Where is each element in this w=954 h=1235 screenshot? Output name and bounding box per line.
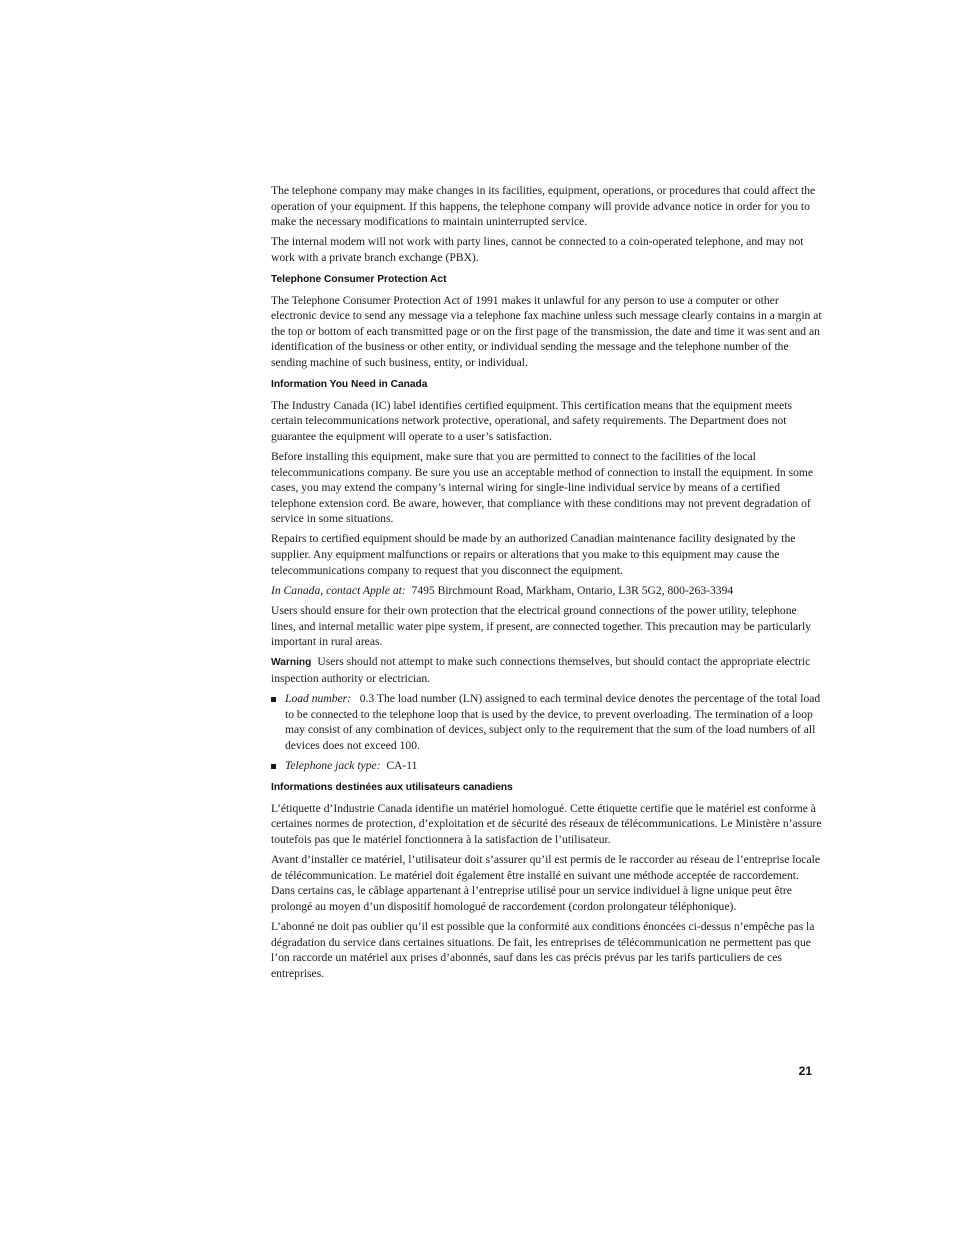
- contact-address: 7495 Birchmount Road, Markham, Ontario, L3R 5G2, 800-263-3394: [411, 583, 734, 597]
- paragraph-ic-label: The Industry Canada (IC) label identifies certified equipment. This certification means that the equipment meets certain telecommunications network protective, operational, and safety requirements. The Department does not guarantee the equipment will operate to a user’s satisfaction.: [271, 398, 793, 443]
- page-number: 21: [798, 1064, 812, 1078]
- paragraph-modem-limitations: The internal modem will not work with party lines, cannot be connected to a coin-operated telephone, and may not work with a private branch exchange (PBX).: [271, 235, 804, 264]
- jack-type-value: CA-11: [386, 759, 418, 773]
- contact-line: [271, 583, 823, 599]
- paragraph-tcpa: The Telephone Consumer Protection Act of 1991 makes it unlawful for any person to use a computer or other electronic device to send any message via a telephone fax machine unless such message clearly contains in a margin at the top or bottom of each transmitted page or on the first page of the transmission, the date and time it was sent and an identification of the business or other entity, or individual sending the message and the telephone number of the sending machine of such business, entity, or individual.: [271, 293, 822, 369]
- contact-label: In Canada, contact Apple at:: [271, 583, 406, 597]
- page-body: [271, 183, 823, 986]
- paragraph-french-degradation: L’abonné ne doit pas oublier qu’il est possible que la conformité aux conditions énoncées ci-dessus n’empêche pas la dégradation du service dans certaines situations. De fait, les entreprises de télécommunication ne permettent pas que l’on raccorde un matériel aux prises d’abonnés, sauf dans les cas précis prévus par les tarifs particuliers de ces entreprises.: [271, 920, 815, 980]
- list-item-load-number: [271, 691, 823, 753]
- spec-list: [271, 691, 823, 774]
- load-number-label: Load number:: [285, 692, 352, 706]
- square-bullet-icon: [271, 697, 276, 702]
- heading-tcpa: Telephone Consumer Protection Act: [271, 273, 447, 285]
- paragraph-french-label: L’étiquette d’Industrie Canada identifie un matériel homologué. Cette étiquette certifie que le matériel est conforme à certaines normes de protection, d’exploitation et de sécurité des réseaux de télécommunications. Le Ministère n’assure toutefois pas que le matériel fonctionnera à la satisfaction de l’utilisateur.: [271, 801, 822, 846]
- heading-canada: Information You Need in Canada: [271, 378, 428, 390]
- paragraph-facility-changes: The telephone company may make changes in its facilities, equipment, operations, or procedures that could affect the operation of your equipment. If this happens, the telephone company will provide advance notice in order for you to make the necessary modifications to maintain uninterrupted service.: [271, 184, 816, 229]
- jack-type-label: Telephone jack type:: [285, 759, 381, 773]
- warning-label: Warning: [271, 657, 312, 669]
- list-item-jack-type: [271, 758, 823, 774]
- paragraph-repairs: Repairs to certified equipment should be made by an authorized Canadian maintenance facility designated by the supplier. Any equipment malfunctions or repairs or alterations that you make to this equipment may cause the telecommunications company to request that you disconnect the equipment.: [271, 532, 796, 577]
- warning-text: Users should not attempt to make such connections themselves, but should contact the appropriate electric inspection authority or electrician.: [271, 655, 811, 685]
- paragraph-french-installation: Avant d’installer ce matériel, l’utilisateur doit s’assurer qu’il est permis de le raccorder au réseau de l’entreprise locale de télécommunication. Le matériel doit également être installé en suivant une méthode acceptée de raccordement. Dans certains cas, le câblage appartenant à l’entreprise utilisé pour un service individuel à ligne unique peut être prolongé au moyen d’un dispositif homologué de raccordement (cordon prolongateur téléphonique).: [271, 853, 820, 913]
- square-bullet-icon: [271, 764, 276, 769]
- paragraph-before-installing: Before installing this equipment, make sure that you are permitted to connect to the facilities of the local telecommunications company. Be sure you use an acceptable method of connection to install the equipment. In some cases, you may extend the company’s internal wiring for single-line individual service by means of a certified telephone extension cord. Be aware, however, that compliance with these conditions may not prevent degradation of service in some situations.: [271, 449, 814, 526]
- load-number-text: 0.3 The load number (LN) assigned to each terminal device denotes the percentage of the total load to be connected to the telephone loop that is used by the device, to prevent overloading. The termination of a loop may consist of any combination of devices, subject only to the requirement that the sum of the load numbers of all devices does not exceed 100.: [285, 692, 821, 752]
- warning-note: [271, 654, 823, 686]
- heading-french: Informations destinées aux utilisateurs canadiens: [271, 781, 513, 793]
- paragraph-ground-connections: Users should ensure for their own protection that the electrical ground connections of the power utility, telephone lines, and internal metallic water pipe system, if present, are connected together. This precaution may be particularly important in rural areas.: [271, 604, 811, 649]
